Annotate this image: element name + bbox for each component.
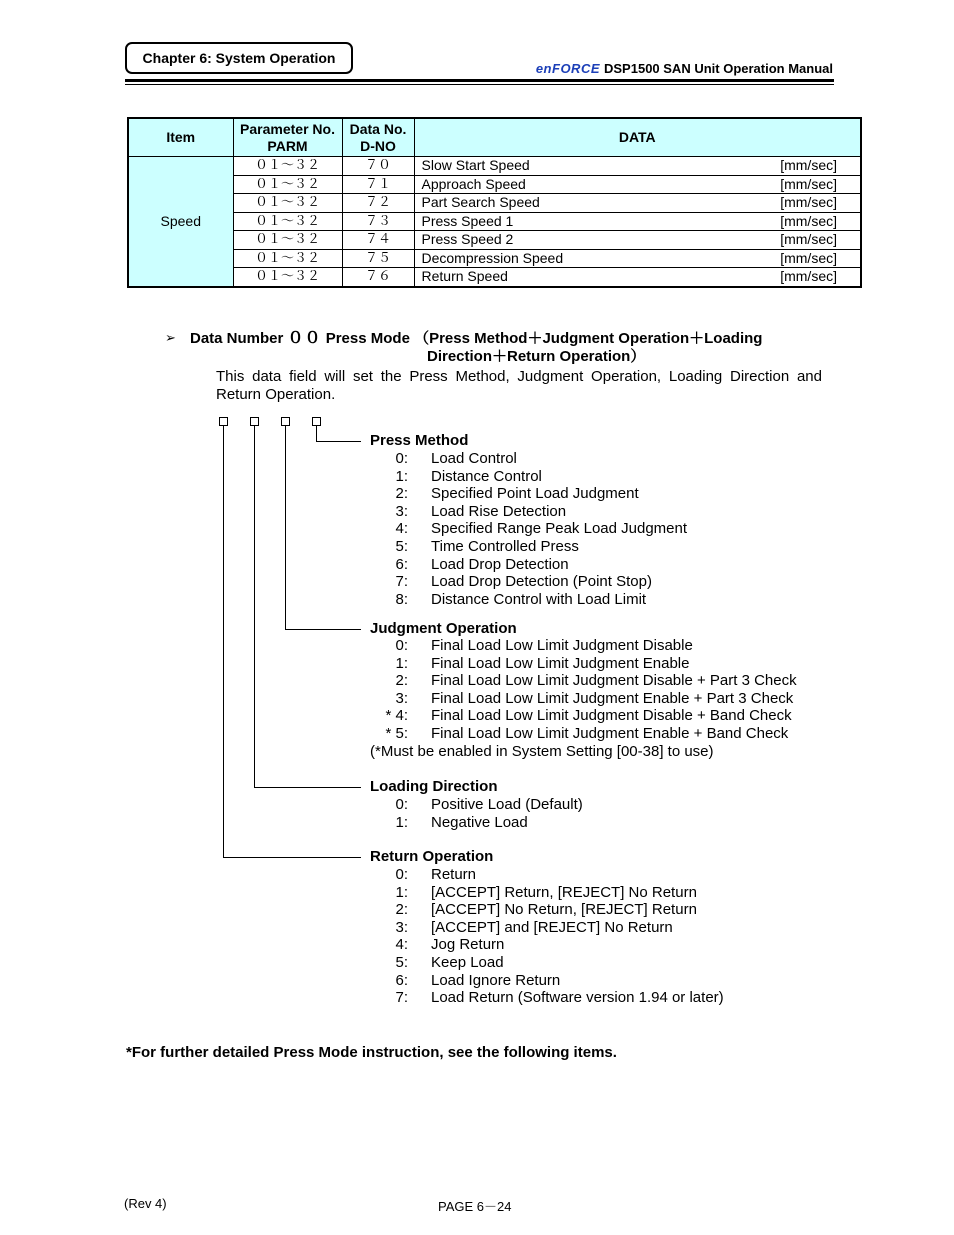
dno-cell: ７５ [342, 249, 414, 268]
manual-title: DSP1500 SAN Unit Operation Manual [604, 61, 833, 76]
list-item: 2: [ACCEPT] No Return, [REJECT] Return [395, 901, 697, 919]
list-item: * 4: Final Load Low Limit Judgment Disable + Band Check [385, 707, 792, 725]
loading-direction-options [370, 796, 830, 831]
digit-box-press [312, 417, 321, 426]
digit-box-judgment [281, 417, 290, 426]
list-item: 0: Load Control [395, 450, 517, 467]
list-item: 3: [ACCEPT] and [REJECT] No Return [395, 918, 673, 936]
list-item: 6: Load Ignore Return [395, 971, 561, 989]
header-rule-thin [125, 84, 834, 85]
dno-cell: ７２ [342, 194, 414, 213]
data-cell: Press Speed 1 [mm/sec] [414, 212, 861, 231]
data-number: ００ [287, 328, 322, 347]
list-item: 4: Jog Return [395, 936, 505, 954]
table-row [128, 212, 861, 231]
parm-cell: ０１～３２ [233, 157, 342, 176]
brand-logo: enFORCE [535, 61, 600, 76]
list-item: 3: Final Load Low Limit Judgment Enable + Part 3 Check [395, 689, 794, 707]
header-item: Item [128, 118, 233, 157]
header-data: DATA [414, 118, 861, 157]
list-item: 2: Specified Point Load Judgment [395, 485, 639, 503]
list-item: 0: Return [395, 866, 477, 883]
speed-parameter-table [127, 117, 862, 288]
section-title-line1: Data Number ００ Press Mode （Press Method＋Judgment Operation＋Loading [190, 328, 763, 347]
list-item: 4: Specified Range Peak Load Judgment [395, 520, 688, 538]
table-header-row [128, 118, 861, 157]
table-row [128, 157, 861, 176]
parm-cell: ０１～３２ [233, 212, 342, 231]
parm-cell: ０１～３２ [233, 249, 342, 268]
list-item: 1: Distance Control [395, 467, 542, 485]
header-parm: Parameter No. PARM [233, 118, 342, 157]
list-item: 7: Load Return (Software version 1.94 or later) [395, 989, 724, 1007]
loading-direction-title: Loading Direction [370, 778, 498, 795]
bullet-arrow-icon: ➢ [165, 330, 176, 345]
connector-press [316, 426, 317, 442]
connector-return-h [223, 857, 361, 858]
connector-judgment [285, 426, 286, 630]
table-row [128, 231, 861, 250]
data-cell: Decompression Speed [mm/sec] [414, 249, 861, 268]
data-cell: Part Search Speed [mm/sec] [414, 194, 861, 213]
connector-loading [254, 426, 255, 788]
data-cell: Return Speed [mm/sec] [414, 268, 861, 287]
connector-judgment-h [285, 629, 361, 630]
press-method-options [370, 450, 830, 608]
list-item: 5: Time Controlled Press [395, 537, 579, 555]
footnote: *For further detailed Press Mode instruction, see the following items. [126, 1044, 617, 1061]
list-item: 2: Final Load Low Limit Judgment Disable + Part 3 Check [395, 672, 797, 690]
manual-header [536, 61, 833, 76]
section-intro: This data field will set the Press Method, Judgment Operation, Loading Direction and Return Operation. [216, 368, 822, 403]
press-method-title: Press Method [370, 432, 469, 449]
list-item: 7: Load Drop Detection (Point Stop) [395, 573, 652, 591]
return-operation-title: Return Operation [370, 848, 494, 865]
parm-cell: ０１～３２ [233, 268, 342, 287]
section-title-line2: Direction＋Return Operation） [427, 348, 646, 365]
list-item: 8: Distance Control with Load Limit [395, 590, 647, 608]
judgment-note: (*Must be enabled in System Setting [00-38] to use) [370, 743, 714, 760]
list-item: 1: Final Load Low Limit Judgment Enable [395, 654, 690, 672]
parm-cell: ０１～３２ [233, 231, 342, 250]
list-item: 0: Final Load Low Limit Judgment Disable [395, 637, 693, 654]
digit-box-loading [250, 417, 259, 426]
judgment-operation-options [370, 637, 830, 743]
table-row [128, 194, 861, 213]
parm-cell: ０１～３２ [233, 175, 342, 194]
item-speed: Speed [128, 157, 233, 287]
list-item: 1: Negative Load [395, 813, 528, 831]
return-operation-options [370, 866, 830, 1007]
dno-cell: ７３ [342, 212, 414, 231]
connector-return [223, 426, 224, 858]
page-number: PAGE 6－24 [438, 1199, 512, 1214]
dno-cell: ７６ [342, 268, 414, 287]
parm-cell: ０１～３２ [233, 194, 342, 213]
dno-cell: ７４ [342, 231, 414, 250]
header-rule [125, 79, 834, 82]
table-row [128, 249, 861, 268]
header-dno: Data No. D-NO [342, 118, 414, 157]
table-row [128, 175, 861, 194]
data-cell: Press Speed 2 [mm/sec] [414, 231, 861, 250]
connector-press-h [316, 441, 361, 442]
list-item: 5: Keep Load [395, 953, 504, 971]
list-item: 6: Load Drop Detection [395, 555, 569, 573]
table-row [128, 268, 861, 287]
list-item: 1: [ACCEPT] Return, [REJECT] No Return [395, 883, 697, 901]
data-cell: Slow Start Speed [mm/sec] [414, 157, 861, 176]
list-item: 3: Load Rise Detection [395, 502, 567, 520]
judgment-operation-title: Judgment Operation [370, 620, 517, 637]
data-cell: Approach Speed [mm/sec] [414, 175, 861, 194]
list-item: * 5: Final Load Low Limit Judgment Enable + Band Check [385, 724, 789, 742]
connector-loading-h [254, 787, 361, 788]
list-item: 0: Positive Load (Default) [395, 796, 583, 813]
dno-cell: ７１ [342, 175, 414, 194]
dno-cell: ７０ [342, 157, 414, 176]
chapter-label: Chapter 6: System Operation [125, 42, 353, 74]
revision-label: (Rev 4) [124, 1196, 167, 1211]
digit-box-return [219, 417, 228, 426]
